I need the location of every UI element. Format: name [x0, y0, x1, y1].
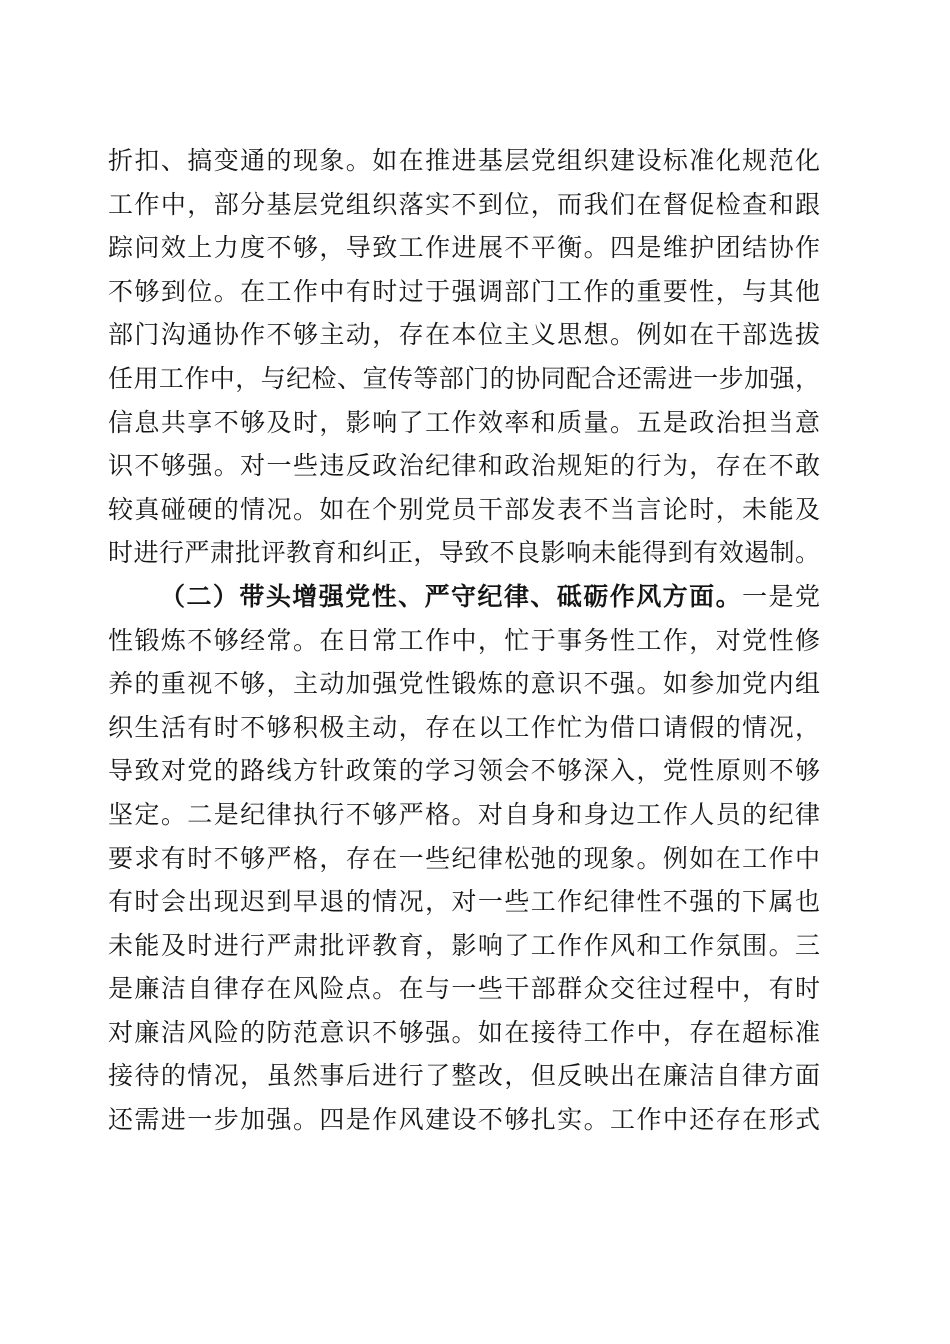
text-line: 性锻炼不够经常。在日常工作中，忙于事务性工作，对党性修 — [108, 627, 820, 655]
text-line: 坚定。二是纪律执行不够严格。对自身和身边工作人员的纪律 — [108, 801, 820, 829]
document-text-block — [108, 140, 820, 1143]
text-line: 较真碰硬的情况。如在个别党员干部发表不当言论时，未能及 — [108, 496, 820, 524]
text-line: 导致对党的路线方针政策的学习领会不够深入，党性原则不够 — [108, 758, 820, 786]
section-heading-line — [108, 576, 820, 620]
text-line: 识不够强。对一些违反政治纪律和政治规矩的行为，存在不敢 — [108, 453, 820, 481]
text-line: 折扣、搞变通的现象。如在推进基层党组织建设标准化规范化 — [108, 148, 820, 175]
text-line: 不够到位。在工作中有时过于强调部门工作的重要性，与其他 — [108, 278, 820, 306]
text-line: 有时会出现迟到早退的情况，对一些工作纪律性不强的下属也 — [108, 889, 820, 917]
text-line: 要求有时不够严格，存在一些纪律松弛的现象。例如在工作中 — [108, 845, 820, 873]
text-span: 一是党 — [742, 583, 820, 611]
text-line: 任用工作中，与纪检、宣传等部门的协同配合还需进一步加强， — [108, 365, 820, 393]
text-line: 还需进一步加强。四是作风建设不够扎实。工作中还存在形式 — [108, 1107, 820, 1135]
section-heading: （二）带头增强党性、严守纪律、砥砺作风方面。 — [160, 583, 743, 611]
text-line: 踪问效上力度不够，导致工作进展不平衡。四是维护团结协作 — [108, 235, 820, 263]
text-line: 信息共享不够及时，影响了工作效率和质量。五是政治担当意 — [108, 409, 820, 437]
text-line: 织生活有时不够积极主动，存在以工作忙为借口请假的情况， — [108, 714, 820, 742]
text-line: 接待的情况，虽然事后进行了整改，但反映出在廉洁自律方面 — [108, 1063, 820, 1091]
text-line: 对廉洁风险的防范意识不够强。如在接待工作中，存在超标准 — [108, 1019, 820, 1047]
text-line: 部门沟通协作不够主动，存在本位主义思想。例如在干部选拔 — [108, 322, 820, 350]
text-line: 工作中，部分基层党组织落实不到位，而我们在督促检查和跟 — [108, 191, 820, 219]
text-line: 养的重视不够，主动加强党性锻炼的意识不强。如参加党内组 — [108, 671, 820, 699]
text-line: 时进行严肃批评教育和纠正，导致不良影响未能得到有效遏制。 — [108, 540, 820, 568]
text-line: 是廉洁自律存在风险点。在与一些干部群众交往过程中，有时 — [108, 976, 820, 1004]
text-line: 未能及时进行严肃批评教育，影响了工作作风和工作氛围。三 — [108, 932, 820, 960]
